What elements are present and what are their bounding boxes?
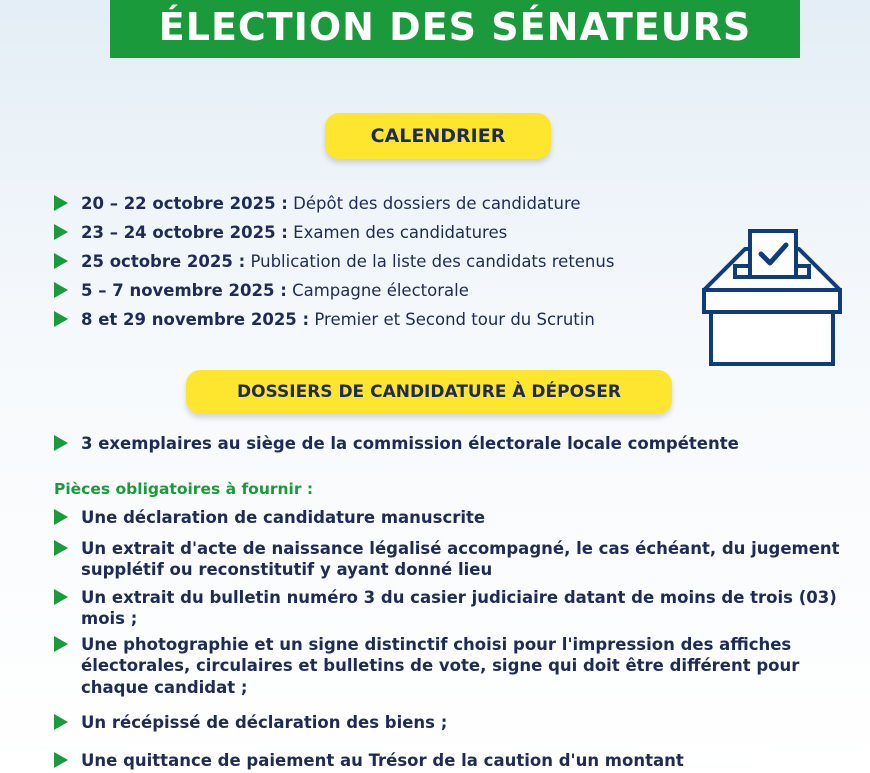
pieces-heading: Pièces obligatoires à fournir : — [54, 480, 314, 498]
list-item: Une quittance de paiement au Trésor de la caution d'un montant — [52, 750, 842, 772]
triangle-bullet-icon — [54, 509, 68, 525]
triangle-bullet-icon — [54, 311, 68, 327]
list-item: Un extrait d'acte de naissance légalisé accompagné, le cas échéant, du jugement supplétif ou reconstitutif y ayant donné lieu — [52, 538, 842, 581]
triangle-bullet-icon — [54, 636, 68, 652]
list-item: Une photographie et un signe distinctif choisi pour l'impression des affiches électorales, circulaires et bulletins de vote, signe qui doit être différent pour chaque candidat ; — [52, 634, 842, 699]
list-item: Un extrait du bulletin numéro 3 du casier judiciaire datant de moins de trois (03) mois ; — [52, 587, 842, 630]
deposit-list — [52, 433, 842, 455]
pieces-list — [52, 507, 842, 771]
calendar-item: 5 – 7 novembre 2025 : Campagne électorale — [52, 280, 722, 309]
triangle-bullet-icon — [54, 589, 68, 605]
list-item: 3 exemplaires au siège de la commission électorale locale compétente — [52, 433, 842, 455]
title-banner — [110, 0, 800, 58]
triangle-bullet-icon — [54, 282, 68, 298]
ballot-box-icon — [700, 226, 844, 370]
triangle-bullet-icon — [54, 714, 68, 730]
triangle-bullet-icon — [54, 435, 68, 451]
list-item: Un récépissé de déclaration des biens ; — [52, 712, 842, 734]
calendar-item: 20 – 22 octobre 2025 : Dépôt des dossiers de candidature — [52, 193, 722, 222]
triangle-bullet-icon — [54, 752, 68, 768]
dossiers-heading: DOSSIERS DE CANDIDATURE À DÉPOSER — [186, 370, 672, 414]
list-item: Une déclaration de candidature manuscrite — [52, 507, 842, 529]
calendar-list — [52, 193, 722, 338]
calendar-heading: CALENDRIER — [325, 113, 551, 159]
triangle-bullet-icon — [54, 253, 68, 269]
page-title: ÉLECTION DES SÉNATEURS — [158, 5, 752, 49]
calendar-item: 8 et 29 novembre 2025 : Premier et Second tour du Scrutin — [52, 309, 722, 338]
calendar-item: 23 – 24 octobre 2025 : Examen des candidatures — [52, 222, 722, 251]
triangle-bullet-icon — [54, 540, 68, 556]
triangle-bullet-icon — [54, 195, 68, 211]
calendar-item: 25 octobre 2025 : Publication de la liste des candidats retenus — [52, 251, 722, 280]
triangle-bullet-icon — [54, 224, 68, 240]
